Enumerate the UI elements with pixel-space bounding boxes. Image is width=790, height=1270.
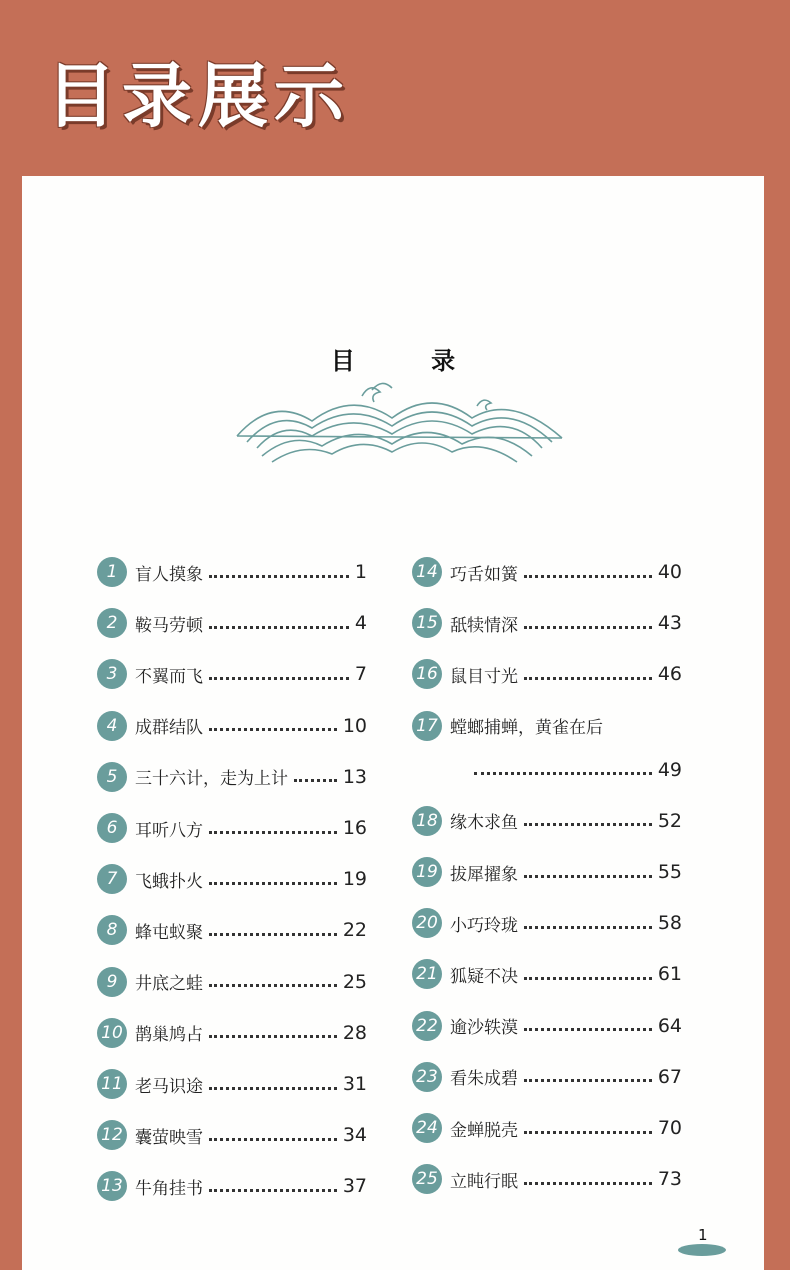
- toc-entry: [412, 1009, 682, 1043]
- entry-number-badge: 24: [412, 1113, 442, 1143]
- entry-page-number: 13: [342, 765, 367, 788]
- entry-number-badge: 8: [97, 915, 127, 945]
- entry-title: 盲人摸象: [135, 564, 203, 585]
- leader-dots: [524, 677, 652, 680]
- entry-page-number: 40: [657, 561, 682, 583]
- entry-title: 舐犊情深: [450, 615, 518, 636]
- leader-dots: [474, 772, 652, 775]
- leader-dots: [209, 984, 337, 987]
- toc-entry: [412, 1111, 682, 1145]
- leader-dots: [209, 626, 349, 629]
- toc-entry: [412, 1162, 682, 1196]
- toc-entry: [412, 606, 682, 640]
- entry-number-badge: 7: [97, 864, 127, 894]
- toc-entry: [97, 1067, 367, 1101]
- entry-number-badge: 5: [97, 762, 127, 792]
- toc-entry: [97, 657, 367, 691]
- entry-number-badge: 19: [412, 857, 442, 887]
- entry-page-number: 43: [657, 612, 682, 635]
- entry-title: 狐疑不决: [450, 966, 518, 987]
- entry-page-number: 52: [657, 809, 682, 832]
- entry-number-badge: 11: [97, 1069, 127, 1099]
- entry-number-badge: 14: [412, 557, 442, 587]
- entry-number-badge: 3: [97, 659, 127, 689]
- leader-dots: [209, 575, 349, 578]
- leader-dots: [524, 926, 652, 929]
- entry-page-number: 7: [354, 663, 367, 686]
- toc-entry: [97, 1169, 367, 1203]
- leader-dots: [524, 1131, 652, 1134]
- toc-entry: [97, 760, 367, 794]
- toc-entry: [97, 606, 367, 640]
- entry-title: 三十六计，走为上计: [135, 769, 288, 790]
- entry-title: 小巧玲珑: [450, 915, 518, 936]
- toc-entry: [412, 1060, 682, 1094]
- entry-number-badge: 21: [412, 959, 442, 989]
- entry-title: 不翼而飞: [135, 666, 203, 687]
- entry-number-badge: 10: [97, 1018, 127, 1048]
- entry-page-number: 10: [342, 714, 367, 737]
- banner-title: 目录展示: [46, 55, 350, 137]
- leader-dots: [294, 779, 337, 782]
- entry-title: 成群结队: [135, 718, 203, 739]
- entry-number-badge: 16: [412, 659, 442, 689]
- entry-page-number: 67: [657, 1065, 682, 1088]
- leader-dots: [209, 728, 337, 731]
- entry-title: 看朱成碧: [450, 1069, 518, 1090]
- entry-title: 飞蛾扑火: [135, 871, 203, 892]
- entry-title: 鞍马劳顿: [135, 615, 203, 636]
- entry-title: 井底之蛙: [135, 974, 203, 995]
- leader-dots: [209, 677, 349, 680]
- entry-number-badge: 9: [97, 967, 127, 997]
- entry-title: 耳听八方: [135, 820, 203, 841]
- entry-number-badge: 17: [412, 711, 442, 741]
- leader-dots: [524, 823, 652, 826]
- page-number: 1: [698, 1226, 708, 1244]
- toc-entry: [97, 1118, 367, 1152]
- entry-number-badge: 20: [412, 908, 442, 938]
- leader-dots: [524, 1079, 652, 1082]
- entry-page-number: 70: [657, 1117, 682, 1139]
- entry-number-badge: 22: [412, 1011, 442, 1041]
- entry-number-badge: 25: [412, 1164, 442, 1194]
- entry-title: 金蝉脱壳: [450, 1120, 518, 1141]
- entry-title: 逾沙轶漠: [450, 1018, 518, 1039]
- leader-dots: [209, 933, 337, 936]
- leader-dots: [209, 1035, 337, 1038]
- entry-page-number: 28: [342, 1021, 367, 1044]
- toc-entry: [97, 1016, 367, 1050]
- leader-dots: [209, 1138, 337, 1141]
- entry-number-badge: 18: [412, 806, 442, 836]
- entry-number-badge: 15: [412, 608, 442, 638]
- entry-page-number: 49: [657, 758, 682, 781]
- toc-entry: [412, 906, 682, 940]
- toc-entry: [412, 957, 682, 991]
- entry-title: 蜂屯蚁聚: [135, 922, 203, 943]
- page-number-oval: [678, 1244, 726, 1256]
- toc-entry: [412, 709, 682, 743]
- entry-title: 囊萤映雪: [135, 1127, 203, 1148]
- entry-title: 拔犀擢象: [450, 864, 518, 885]
- entry-title: 巧舌如簧: [450, 564, 518, 585]
- toc-entry: [97, 811, 367, 845]
- entry-page-number: 19: [342, 868, 367, 891]
- entry-number-badge: 6: [97, 813, 127, 843]
- entry-number-badge: 13: [97, 1171, 127, 1201]
- entry-title: 立盹行眠: [450, 1171, 518, 1192]
- entry-page-number: 61: [657, 963, 682, 986]
- toc-entry-continuation: [468, 753, 682, 787]
- leader-dots: [524, 626, 652, 629]
- leader-dots: [209, 1189, 337, 1192]
- entry-title: 鹊巢鸠占: [135, 1025, 203, 1046]
- leader-dots: [209, 882, 337, 885]
- entry-title: 鼠目寸光: [450, 666, 518, 687]
- entry-page-number: 31: [342, 1073, 367, 1095]
- entry-number-badge: 23: [412, 1062, 442, 1092]
- wave-illustration: [232, 376, 572, 466]
- toc-entry: [97, 965, 367, 999]
- entry-page-number: 73: [657, 1168, 682, 1191]
- entry-title: 牛角挂书: [135, 1178, 203, 1199]
- toc-entry: [412, 555, 682, 589]
- entry-title: 螳螂捕蝉，黄雀在后: [450, 718, 603, 739]
- toc-entry: [97, 862, 367, 896]
- entry-number-badge: 12: [97, 1120, 127, 1150]
- toc-entry: [412, 855, 682, 889]
- leader-dots: [209, 1087, 337, 1090]
- entry-number-badge: 2: [97, 608, 127, 638]
- book-page: [22, 176, 764, 1270]
- toc-entry: [412, 804, 682, 838]
- entry-page-number: 37: [342, 1175, 367, 1198]
- leader-dots: [524, 1028, 652, 1031]
- entry-page-number: 55: [657, 861, 682, 883]
- entry-title: 老马识途: [135, 1076, 203, 1097]
- entry-page-number: 4: [354, 612, 367, 635]
- entry-page-number: 1: [354, 561, 367, 583]
- entry-page-number: 58: [657, 912, 682, 935]
- toc-entry: [97, 555, 367, 589]
- leader-dots: [524, 575, 652, 578]
- toc-entry: [412, 657, 682, 691]
- entry-page-number: 46: [657, 663, 682, 686]
- entry-page-number: 16: [342, 817, 367, 839]
- entry-page-number: 22: [342, 919, 367, 942]
- entry-page-number: 25: [342, 970, 367, 993]
- leader-dots: [524, 875, 652, 878]
- leader-dots: [209, 831, 337, 834]
- toc-entry: [97, 709, 367, 743]
- leader-dots: [524, 977, 652, 980]
- entry-number-badge: 1: [97, 557, 127, 587]
- entry-title: 缘木求鱼: [450, 813, 518, 834]
- entry-number-badge: 4: [97, 711, 127, 741]
- entry-page-number: 64: [657, 1014, 682, 1037]
- toc-entry: [97, 913, 367, 947]
- entry-page-number: 34: [342, 1124, 367, 1147]
- toc-heading: 目 录: [330, 346, 490, 375]
- leader-dots: [524, 1182, 652, 1185]
